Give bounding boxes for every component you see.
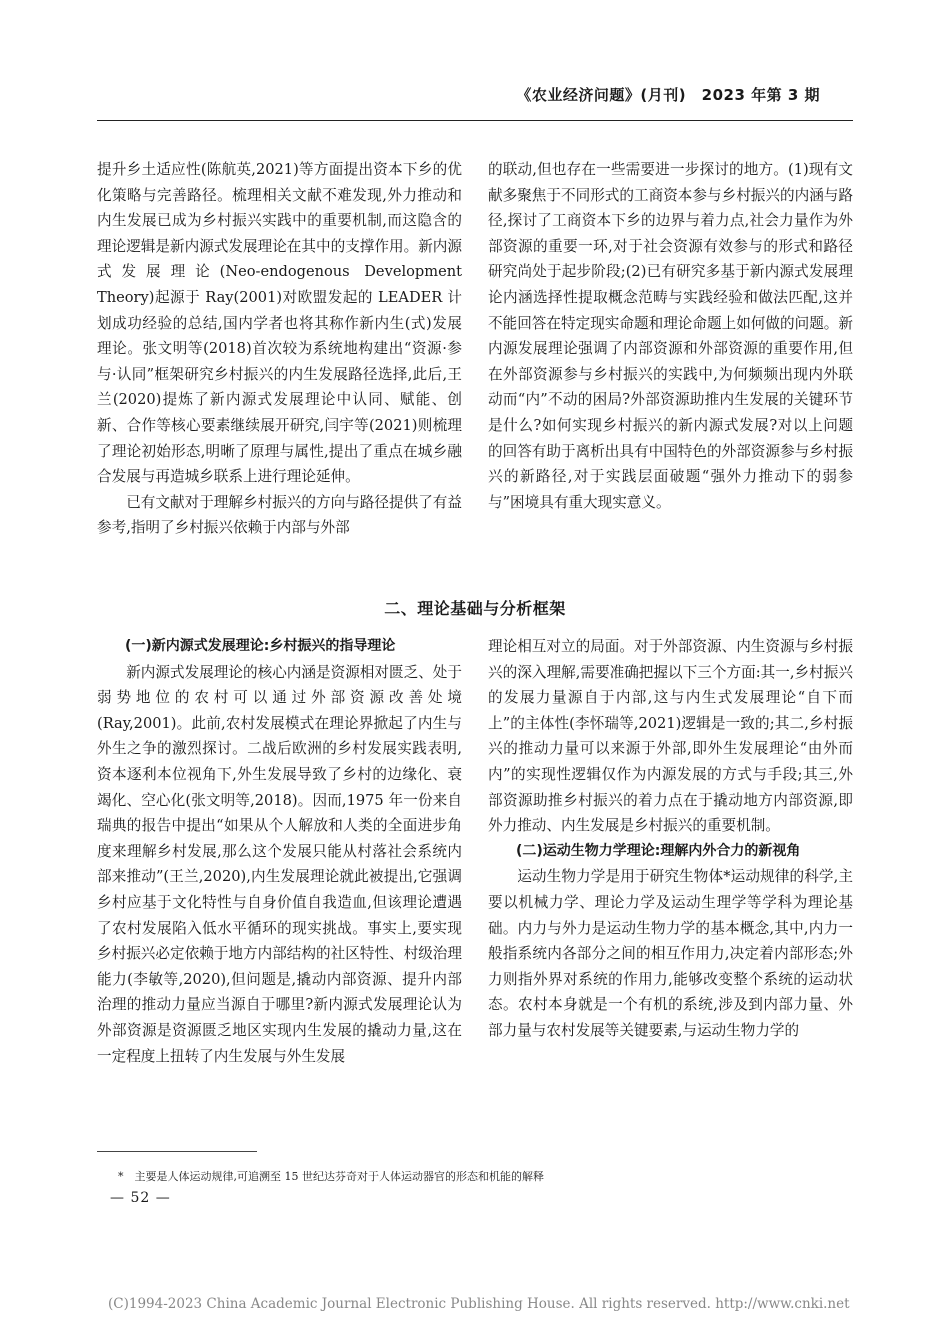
footnote: * 主要是人体运动规律,可追溯至 15 世纪达芬奇对于人体运动器官的形态和机能的解释 — [118, 1170, 544, 1183]
journal-header: 《农业经济问题》(月刊) 2023 年第 3 期 — [516, 86, 820, 104]
paragraph: 理论相互对立的局面。对于外部资源、内生资源与乡村振兴的深入理解,需要准确把握以下三个方面:其一,乡村振兴的发展力量源自于内部,这与内生式发展理论“自下而上”的主体性(李怀瑞等,2021)逻辑是一致的;其二,乡村振兴的推动力量可以来源于外部,即外生发展理论“由外而内”的实现性逻辑仅作为内源发展的方式与手段;其三,外部资源助推乡村振兴的着力点在于撬动地方内部资源,即外力推动、内生发展是乡村振兴的重要机制。 — [488, 638, 853, 835]
top-left-column — [97, 157, 462, 541]
paragraph: 已有文献对于理解乡村振兴的方向与路径提供了有益参考,指明了乡村振兴依赖于内部与外部 — [97, 493, 462, 537]
paragraph: 运动生物力学是用于研究生物体*运动规律的科学,主要以机械力学、理论力学及运动生理学等学科为理论基础。内力与外力是运动生物力学的基本概念,其中,内力一般指系统内各部分之间的相互作用力,决定着内部形态;外力则指外界对系统的作用力,能够改变整个系统的运动状态。农村本身就是一个有机的系统,涉及到内部力量、外部力量与农村发展等关键要素,与运动生物力学的 — [488, 868, 853, 1039]
bottom-left-column — [97, 634, 462, 1069]
subsection-heading: (二)运动生物力学理论:理解内外合力的新视角 — [516, 842, 801, 859]
footnote-rule — [97, 1151, 257, 1152]
subsection-heading: (一)新内源式发展理论:乡村振兴的指导理论 — [125, 638, 396, 654]
top-right-column — [488, 157, 853, 515]
header-rule — [97, 120, 853, 121]
paragraph: 的联动,但也存在一些需要进一步探讨的地方。(1)现有文献多聚焦于不同形式的工商资本参与乡村振兴的内涵与路径,探讨了工商资本下乡的边界与着力点,社会力量作为外部资源的重要一环,对于社会资源有效参与的形式和路径研究尚处于起步阶段;(2)已有研究多基于新内源式发展理论内涵选择性提取概念范畴与实践经验和做法匹配,这并不能回答在特定现实命题和理论命题上如何做的问题。新内源发展理论强调了内部资源和外部资源的重要作用,但在外部资源参与乡村振兴的实践中,为何频频出现内外联动而“内”不动的困局?外部资源助推内生发展的关键环节是什么?如何实现乡村振兴的新内源式发展?对以上问题的回答有助于离析出具有中国特色的外部资源参与乡村振兴的新路径,对于实践层面破题“强外力推动下的弱参与”困境具有重大现实意义。 — [488, 161, 853, 511]
copyright-footer: (C)1994-2023 China Academic Journal Electronic Publishing House. All rights reserved. http://www.cnki.net — [108, 1296, 850, 1312]
page-number: — 52 — — [110, 1190, 171, 1206]
paragraph: 新内源式发展理论的核心内涵是资源相对匮乏、处于弱势地位的农村可以通过外部资源改善处境(Ray,2001)。此前,农村发展模式在理论界掀起了内生与外生之争的激烈探讨。二战后欧洲的乡村发展实践表明,资本逐利本位视角下,外生发展导致了乡村的边缘化、衰竭化、空心化(张文明等,2018)。因而,1975 年一份来自瑞典的报告中提出“如果从个人解放和人类的全面进步角度来理解乡村发展,那么这个发展只能从村落社会系统内部来推动”(王兰,2020),内生发展理论就此被提出,它强调乡村应基于文化特性与自身价值自我造血,但该理论遭遇了农村发展陷入低水平循环的现实挑战。事实上,要实现乡村振兴必定依赖于地方内部结构的社区特性、村级治理能力(李敏等,2020),但问题是,撬动内部资源、提升内部治理的推动力量应当源自于哪里?新内源式发展理论认为外部资源是资源匮乏地区实现内生发展的撬动力量,这在一定程度上扭转了内生发展与外生发展 — [97, 663, 462, 1065]
section-title: 二、理论基础与分析框架 — [384, 599, 566, 618]
paragraph: 提升乡土适应性(陈航英,2021)等方面提出资本下乡的优化策略与完善路径。梳理相关文献不难发现,外力推动和内生发展已成为乡村振兴实践中的重要机制,而这隐含的理论逻辑是新内源式发展理论在其中的支撑作用。新内源式发展理论(Neo-endogenous Development Theory)起源于 Ray(2001)对欧盟发起的 LEADER 计划成功经验的总结,国内学者也将其称作新内生(式)发展理论。张文明等(2018)首次较为系统地构建出“资源·参与·认同”框架研究乡村振兴的内生发展路径选择,此后,王兰(2020)提炼了新内源式发展理论中认同、赋能、创新、合作等核心要素继续展开研究,闫宇等(2021)则梳理了理论初始形态,明晰了原理与属性,提出了重点在城乡融合发展与再造城乡联系上进行理论延伸。 — [97, 161, 462, 486]
bottom-right-column — [488, 634, 853, 1044]
